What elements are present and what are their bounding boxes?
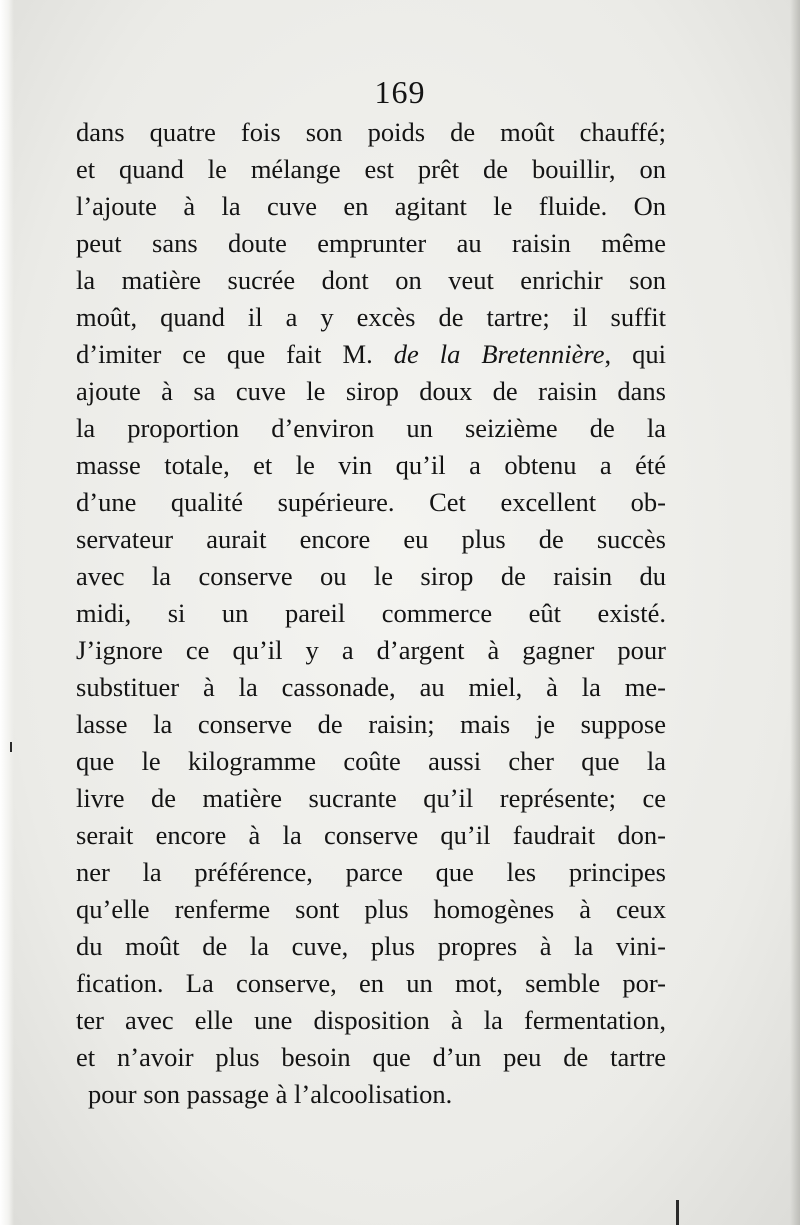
text-line: que le kilogramme coûte aussi cher que la (76, 746, 666, 776)
page-left-edge (0, 0, 14, 1225)
text-line: livre de matière sucrante qu’il représente; ce (76, 783, 666, 813)
text-line: ner la préférence, parce que les principes (76, 857, 666, 887)
text-line: moût, quand il a y excès de tartre; il suffit (76, 302, 666, 332)
text-line: substituer à la cassonade, au miel, à la me- (76, 672, 666, 702)
italic-name: de la Bretennière (393, 339, 605, 369)
text-line: lasse la conserve de raisin; mais je suppose (76, 709, 666, 739)
text-line: avec la conserve ou le sirop de raisin du (76, 561, 666, 591)
text-segment: d’imiter ce que fait M. (76, 339, 394, 369)
text-line: d’une qualité supérieure. Cet excellent ob- (76, 487, 666, 517)
paper-speck (676, 1200, 679, 1225)
page-right-edge (790, 0, 800, 1225)
text-line: du moût de la cuve, plus propres à la vini- (76, 931, 666, 961)
text-line: pour son passage à l’alcoolisation. (88, 1079, 453, 1109)
text-line: peut sans doute emprunter au raisin même (76, 228, 666, 258)
text-segment: , qui (604, 339, 666, 369)
text-line: J’ignore ce qu’il y a d’argent à gagner pour (76, 635, 666, 665)
text-line: qu’elle renferme sont plus homogènes à ceux (76, 894, 666, 924)
text-line: ter avec elle une disposition à la fermentation, (76, 1005, 666, 1035)
text-line: la proportion d’environ un seizième de la (76, 413, 666, 443)
text-line: ajoute à sa cuve le sirop doux de raisin dans (76, 376, 666, 406)
text-line: midi, si un pareil commerce eût existé. (76, 598, 666, 628)
body-text (76, 114, 666, 1113)
text-line: et n’avoir plus besoin que d’un peu de tartre (76, 1042, 666, 1072)
text-line: la matière sucrée dont on veut enrichir son (76, 265, 666, 295)
text-line: masse totale, et le vin qu’il a obtenu a été (76, 450, 666, 480)
text-line: dans quatre fois son poids de moût chauffé; (76, 117, 666, 147)
text-line: servateur aurait encore eu plus de succès (76, 524, 666, 554)
text-line: l’ajoute à la cuve en agitant le fluide. On (76, 191, 666, 221)
text-line: et quand le mélange est prêt de bouillir, on (76, 154, 666, 184)
paper-speck (10, 742, 12, 752)
page-number: 169 (374, 74, 426, 110)
text-line: serait encore à la conserve qu’il faudrait don- (76, 820, 666, 850)
text-line: fication. La conserve, en un mot, semble por- (76, 968, 666, 998)
text-line (76, 336, 666, 373)
